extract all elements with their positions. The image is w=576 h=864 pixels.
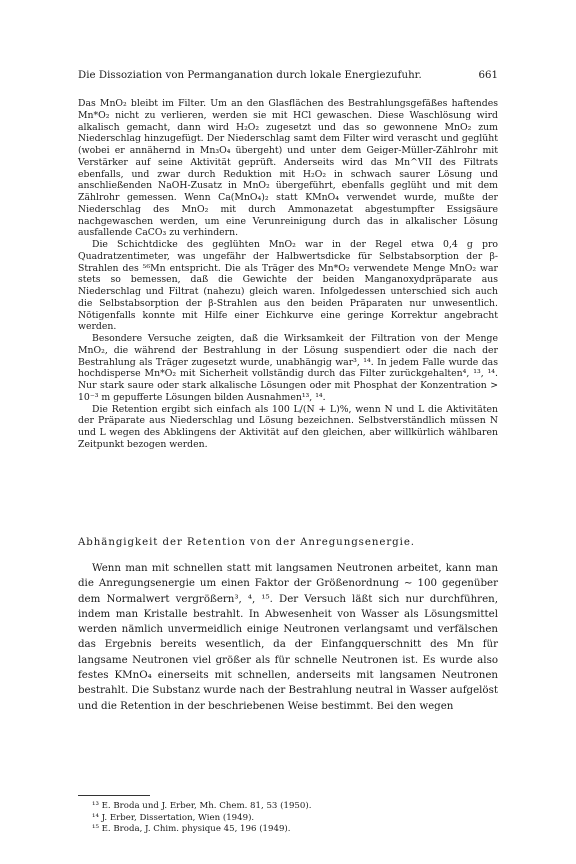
paragraph-filtration-tests: Besondere Versuche zeigten, daß die Wirksamkeit der Filtration von der Menge MnO₂, die während der Bestrahlung in der Lösung suspendiert oder die nach der Bestrahlung als Träger zugesetzt wurde, unabhängig war³, ¹⁴. In jedem Falle wurde das hochdisperse Mn*O₂ mit Sicherheit vollständig durch das Filter zurückgehalten⁴, ¹³, ¹⁴. Nur stark saure oder stark alkalische Lösungen oder mit Phosphat der Konzentration > 10⁻³ m gepufferte Lösungen bilden Ausnahmen¹³, ¹⁴. — [78, 333, 498, 403]
paragraph-fast-neutrons: Wenn man mit schnellen statt mit langsamen Neutronen arbeitet, kann man die Anregungsenergie um einen Faktor der Größenordnung ∼ 100 gegenüber dem Normalwert vergrößern³, ⁴, ¹⁵. Der Versuch läßt sich nur durchführen, indem man Kristalle bestrahlt. In Abwesenheit von Wasser als Lösungsmittel werden nämlich unvermeidlich einige Neutronen verlangsamt und verfälschen das Ergebnis bereits wesentlich, da der Einfangquerschnitt des Mn für langsame Neutronen viel größer als für schnelle Neutronen ist. Es wurde also festes KMnO₄ einerseits mit schnellen, anderseits mit langsamen Neutronen bestrahlt. Die Substanz wurde nach der Bestrahlung neutral in Wasser aufgelöst und die Retention in der beschriebenen Weise bestimmt. Bei den wegen — [78, 562, 498, 712]
footnote-divider — [78, 795, 150, 796]
paragraph-layer-thickness: Die Schichtdicke des geglühten MnO₂ war in der Regel etwa 0,4 g pro Quadratzentimeter, was ungefähr der Halbwertsdicke für Selbstabsorption der β-Strahlen des ⁵⁶Mn entspricht. Die als Träger des Mn*O₂ verwendete Menge MnO₂ war stets so bemessen, daß die Gewichte der beiden Manganoxydpräparate aus Niederschlag und Filtrat (nahezu) gleich waren. Infolgedessen unterschied sich auch die Selbstabsorption der β-Strahlen aus den beiden Präparaten nur unwesentlich. Nötigenfalls konnte mit Hilfe einer Eichkurve eine geringe Korrektur angebracht werden. — [78, 239, 498, 333]
section-heading: Abhängigkeit der Retention von der Anregungsenergie. — [78, 537, 415, 548]
footnotes — [92, 801, 492, 836]
method-text-block — [78, 98, 498, 451]
paragraph-retention-formula: Die Retention ergibt sich einfach als 100 L/(N + L)%, wenn N und L die Aktivitäten der Präparate aus Niederschlag und Lösung bezeichnen. Selbstverständlich müssen N und L wegen des Abklingens der Aktivität auf den gleichen, aber willkürlich wählbaren Zeitpunkt bezogen werden. — [78, 403, 498, 450]
footnote-14: ¹⁴ J. Erber, Dissertation, Wien (1949). — [92, 812, 255, 823]
running-title: Die Dissoziation von Permanganation durch lokale Energiezufuhr. — [78, 70, 422, 81]
section-body — [78, 561, 498, 714]
paragraph-filtration: Das MnO₂ bleibt im Filter. Um an den Glasflächen des Bestrahlungsgefäßes haftendes Mn*O₂ nicht zu verlieren, werden sie mit HCl gewaschen. Diese Waschlösung wird alkalisch gemacht, dann wird H₂O₂ zugesetzt und das so gewonnene MnO₂ zum Niederschlag hinzugefügt. Der Niederschlag samt dem Filter wird verascht und geglüht (wobei er annähernd in Mn₃O₄ übergeht) und unter dem Geiger-Müller-Zählrohr mit Verstärker auf seine Aktivität geprüft. Anderseits wird das Mn^VII des Filtrats ebenfalls, und zwar durch Reduktion mit H₂O₂ in schwach saurer Lösung und anschließenden NaOH-Zusatz in MnO₂ übergeführt, ebenfalls geglüht und mit dem Zählrohr gemessen. Wenn Ca(MnO₄)₂ statt KMnO₄ verwendet wurde, mußte der Niederschlag des MnO₂ mit durch Ammonazetat abgestumpfter Essigsäure nachgewaschen werden, um eine Verunreinigung durch das in alkalischer Lösung ausfallende CaCO₃ zu verhindern. — [78, 98, 498, 239]
footnote-15: ¹⁵ E. Broda, J. Chim. physique 45, 196 (1949). — [92, 824, 291, 835]
footnote-13: ¹³ E. Broda und J. Erber, Mh. Chem. 81, 53 (1950). — [92, 801, 312, 811]
page-number: 661 — [478, 70, 498, 81]
running-head — [78, 69, 498, 83]
